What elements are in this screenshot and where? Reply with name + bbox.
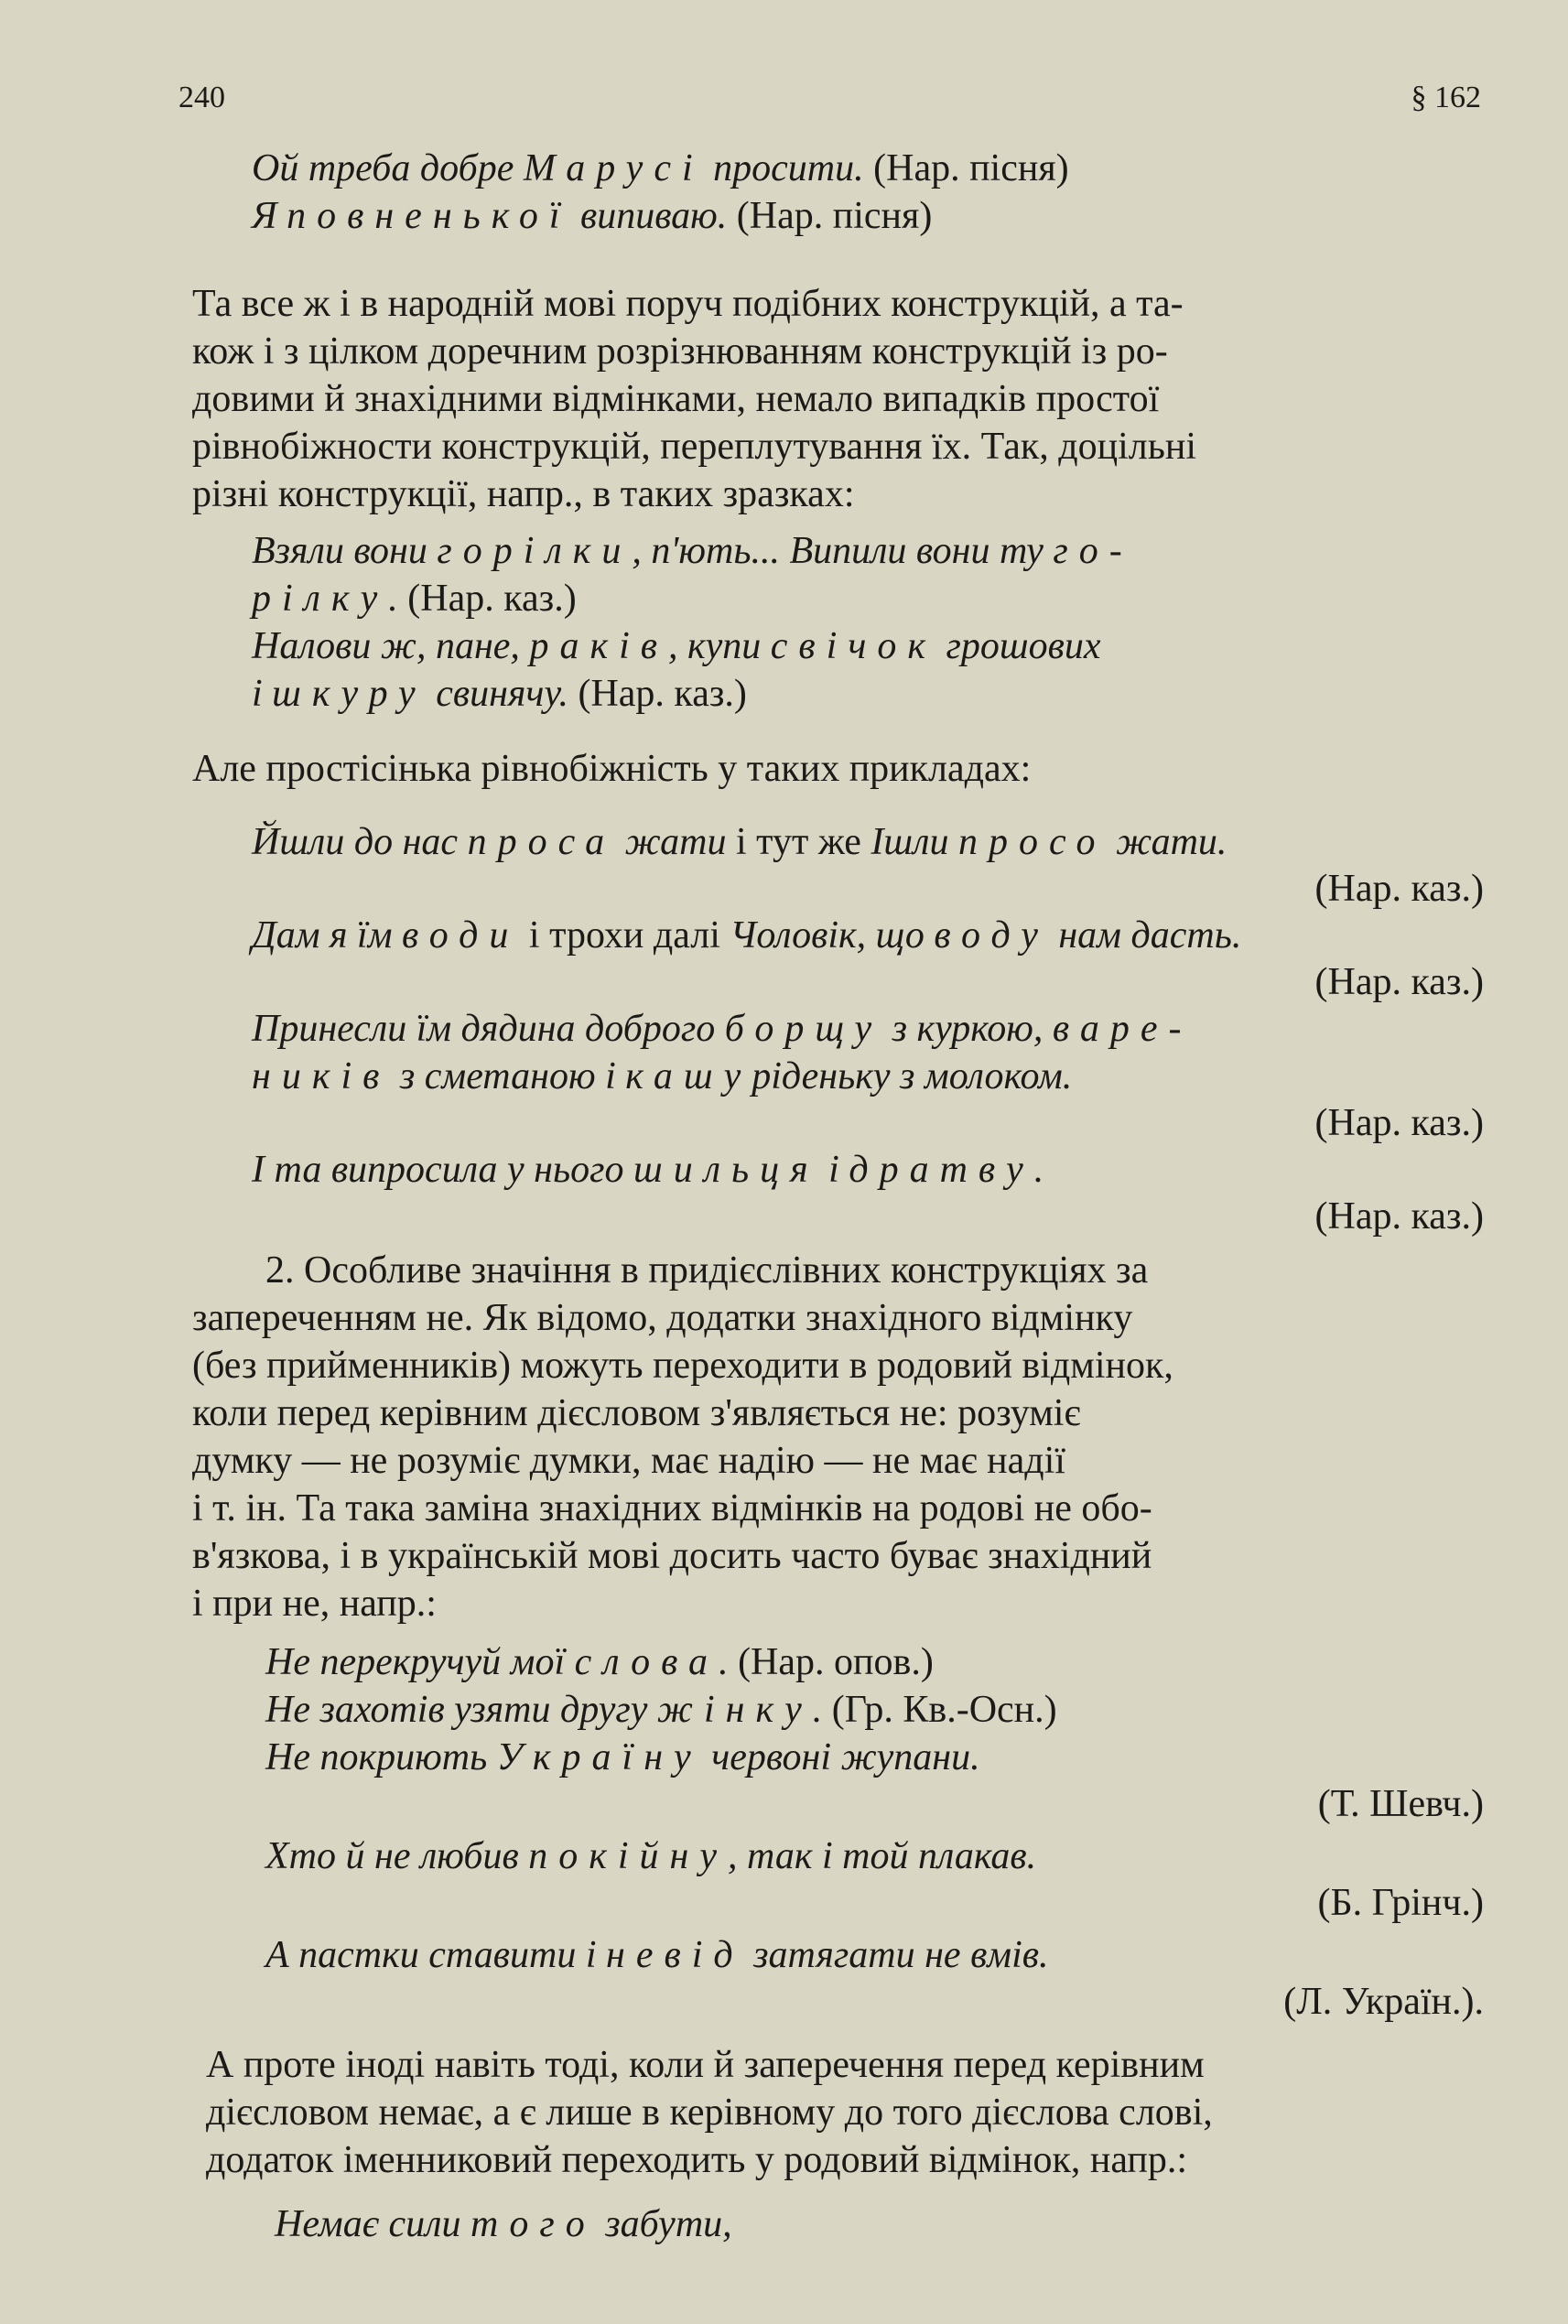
source-label: (Т. Шевч.) (1317, 1783, 1484, 1825)
source-label: (Л. Україн.). (1283, 1981, 1484, 2023)
example-block-5: Немає сили того забути, (275, 2203, 732, 2245)
source-label: (Нар. пісня) (863, 147, 1069, 189)
source-label: (Б. Грінч.) (1317, 1882, 1484, 1924)
example-block-3: Йшли до нас проса жати і тут же Ішли просо жати. (Нар. каз.) Дам я їм води і трохи далі Чоловік, що воду нам дасть. (Нар. каз.) Принесли їм дядина доброго борщу з куркою, варе- ників з сметаною і кашуріденьку з молоком. (Нар. каз.) І та випросила у нього шильця і дратву. (Нар. каз.) (252, 821, 1484, 1238)
source-label: (Нар. каз.) (1314, 961, 1484, 1003)
page-header (178, 81, 1481, 126)
paragraph-1: Та все ж і в народній мові поруч подібних конструкцій, а та- кож і з цілком доречним розрізнюванням конструкцій із ро- довими й знахідними відмінками, немало випадків простої рівнобіжности конструкцій, переплутування їх. Так, доцільні різні конструкції, напр., в таких зразках: (192, 283, 1197, 515)
source-label: (Нар. каз.) (1314, 1195, 1484, 1238)
example-block-top (252, 145, 1484, 240)
page-number: 240 (178, 81, 225, 114)
example-block-2: Взяли вони горілки, п'ють... Випили вони ту го- рілку. (Нар. каз.) Налови ж, пане, раків, купи свічок грошових і шкуру свинячу. (Нар. каз.) (252, 530, 1133, 715)
source-label: (Нар. каз.) (1314, 1102, 1484, 1144)
example-block-4: Не перекручуй мої слова. (Нар. опов.) Не захотів узяти другу жінку. (Гр. Кв.-Осн.) Не покриють Україну червоні жупани. (Т. Шевч.) Хто й не любив покійну, так і той плакав. (Б. Грінч.) А пастки ставити і невід затягати не вмів. (Л. Україн.). (265, 1641, 1484, 2023)
paragraph-3: 2. Особливе значіння в придієслівних конструкціях за запереченням не. Як відомо, додатки знахідного відмінку (без прийменників) можуть переходити в родовий відмінок, коли перед керівним дієсловом з'являється не: розуміє думку — не розуміє думки, має надію — не має надії і т. ін. Та така заміна знахідних відмінків на родові не обо- в'язкова, і в українській мові досить часто буває знахідний і при не, напр.: (192, 1249, 1173, 1625)
paragraph-2: Але простісінька рівнобіжність у таких прикладах: (192, 748, 1032, 790)
section-number: § 162 (1411, 81, 1481, 114)
paragraph-4: А проте іноді навіть тоді, коли й заперечення перед керівним дієсловом немає, а є лише в керівному до того дієслова слові, додаток іменниковий переходить у родовий відмінок, напр.: (206, 2044, 1213, 2181)
source-label: (Нар. пісня) (727, 195, 933, 237)
example-line: Я повненької випиваю. (Нар. пісня) (252, 195, 933, 237)
source-label: (Нар. каз.) (1314, 868, 1484, 910)
example-line: Ой треба добре Марусі просити. (Нар. пісня) (252, 147, 1069, 189)
